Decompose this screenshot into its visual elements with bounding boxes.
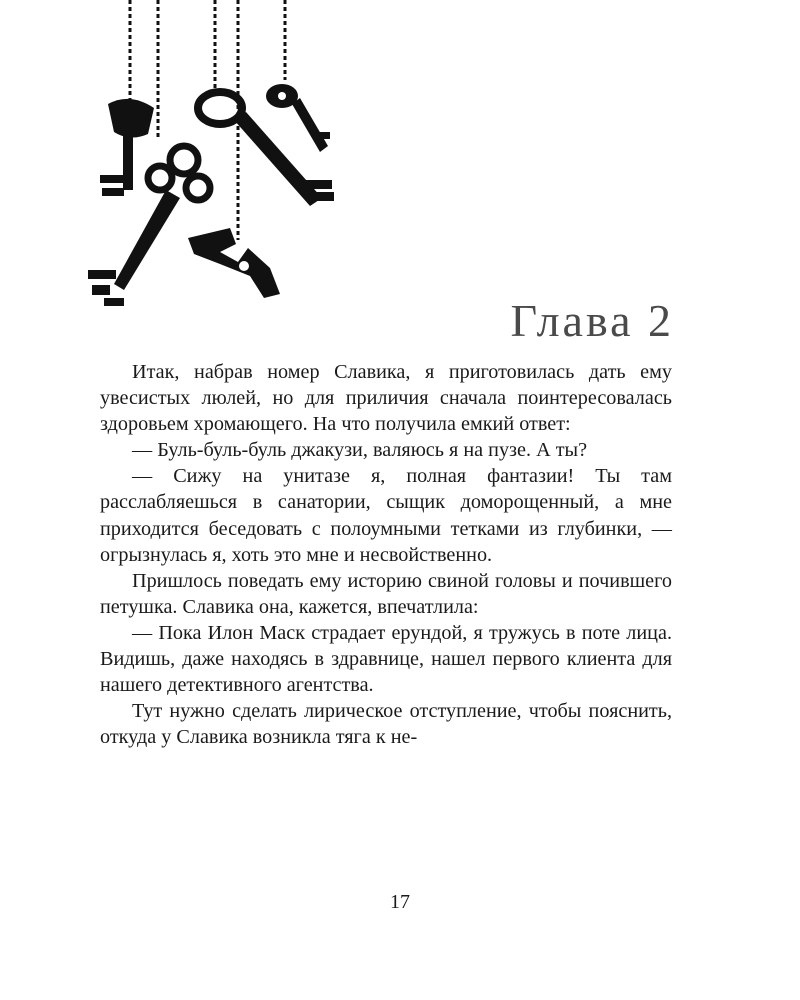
- ring-key-icon: [198, 92, 334, 206]
- chapter-body: [100, 359, 672, 750]
- paragraph: — Пока Илон Маск страдает ерундой, я тружусь в поте лица. Видишь, даже находясь в здравнице, нашел первого клиента для нашего детективного агентства.: [100, 621, 672, 697]
- chapter-title: Глава 2: [510, 295, 674, 346]
- page-number: 17: [390, 891, 410, 913]
- paragraph: Итак, набрав номер Славика, я приготовилась дать ему увесистых люлей, но для приличия сначала поинтересовалась здоровьем хромающего. На что получила емкий ответ:: [100, 361, 672, 436]
- paragraph: Пришлось поведать ему историю свиной головы и почившего петушка. Славика она, кажется, впечатлила:: [100, 569, 672, 618]
- ornate-key-icon: [88, 146, 210, 306]
- pistol-icon: [188, 228, 280, 298]
- paragraph: — Буль-буль-буль джакузи, валяюсь я на пузе. А ты?: [132, 439, 588, 462]
- keys-illustration: [70, 0, 360, 320]
- paragraph: — Сижу на унитазе я, полная фантазии! Ты там расслабляешься в санатории, сыщик доморощенный, а мне приходится беседовать с полоумными тетками из глубинки, — огрызнулась я, хоть это мне и несвойственно.: [100, 465, 672, 566]
- small-key-icon: [266, 84, 330, 152]
- paragraph: Тут нужно сделать лирическое отступление, чтобы пояснить, откуда у Славика возникла тяга к не-: [100, 700, 672, 749]
